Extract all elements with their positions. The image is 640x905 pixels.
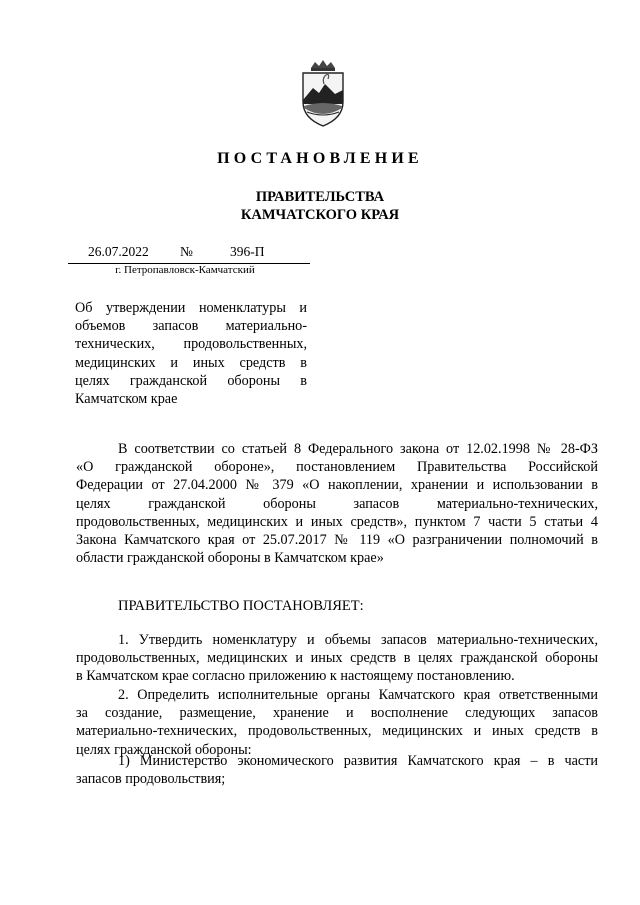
issuer-line-2: КАМЧАТСКОГО КРАЯ (240, 207, 400, 223)
subject-line: медицинских и иных средств в (75, 354, 307, 371)
issue-place: г. Петропавловск-Камчатский (115, 264, 255, 276)
document-date: 26.07.2022 (88, 244, 149, 259)
preamble-line: продовольственных, медицинских и иных средств», пунктом 7 части 5 статьи 4 (76, 513, 598, 530)
kamchatka-coat-of-arms-icon (297, 60, 349, 128)
item-2-line: 2. Определить исполнительные органы Камчатского края ответственными (118, 687, 598, 703)
subject-line: технических, продовольственных, (75, 336, 307, 353)
preamble-line: области гражданской обороны в Камчатском крае» (76, 550, 384, 567)
item-1-paragraph (76, 631, 598, 686)
document-type-title: ПОСТАНОВЛЕНИЕ (217, 150, 423, 167)
preamble-line: Закона Камчатского края от 25.07.2017 № 119 «О разграничении полномочий в (76, 532, 598, 549)
issuer-line-1: ПРАВИТЕЛЬСТВА (255, 189, 385, 205)
item-1-line: 1. Утвердить номенклатуру и объемы запасов материально-технических, (118, 632, 598, 648)
preamble-line: «О гражданской обороне», постановлением Правительства Российской (76, 459, 598, 476)
subject-line: Об утверждении номенклатуры и (75, 300, 307, 316)
preamble-paragraph (76, 440, 598, 567)
item-2-1-line: запасов продовольствия; (76, 771, 226, 788)
document-number: 396-П (230, 244, 265, 259)
preamble-line: Федерации от 27.04.2000 № 379 «О накоплении, хранении и использовании в (76, 477, 598, 494)
subject-line: Камчатском крае (75, 391, 178, 408)
preamble-line: целях гражданской обороны запасов материально-технических, (76, 495, 598, 512)
item-1-line: продовольственных, медицинских и иных средств в целях гражданской обороны (76, 650, 598, 667)
item-2-line: за создание, размещение, хранение и восполнение следующих запасов (76, 705, 598, 722)
item-2-line: материально-технических, продовольственных, медицинских и иных средств в (76, 723, 598, 740)
number-sign: № (180, 244, 193, 259)
subject-line: целях гражданской обороны в (75, 372, 307, 389)
item-2-1-paragraph (76, 752, 598, 788)
item-2-1-line: 1) Министерство экономического развития Камчатского края – в части (118, 753, 598, 769)
decree-heading: ПРАВИТЕЛЬСТВО ПОСТАНОВЛЯЕТ: (118, 598, 364, 614)
item-2-line: целях гражданской обороны: (76, 741, 252, 758)
date-number-line (60, 244, 310, 262)
subject-line: объемов запасов материально- (75, 318, 307, 335)
document-subject (75, 299, 307, 408)
preamble-line: В соответствии со статьей 8 Федерального закона от 12.02.1998 № 28-ФЗ (118, 441, 598, 457)
item-1-line: в Камчатском крае согласно приложению к настоящему постановлению. (76, 668, 515, 685)
item-2-paragraph (76, 686, 598, 759)
